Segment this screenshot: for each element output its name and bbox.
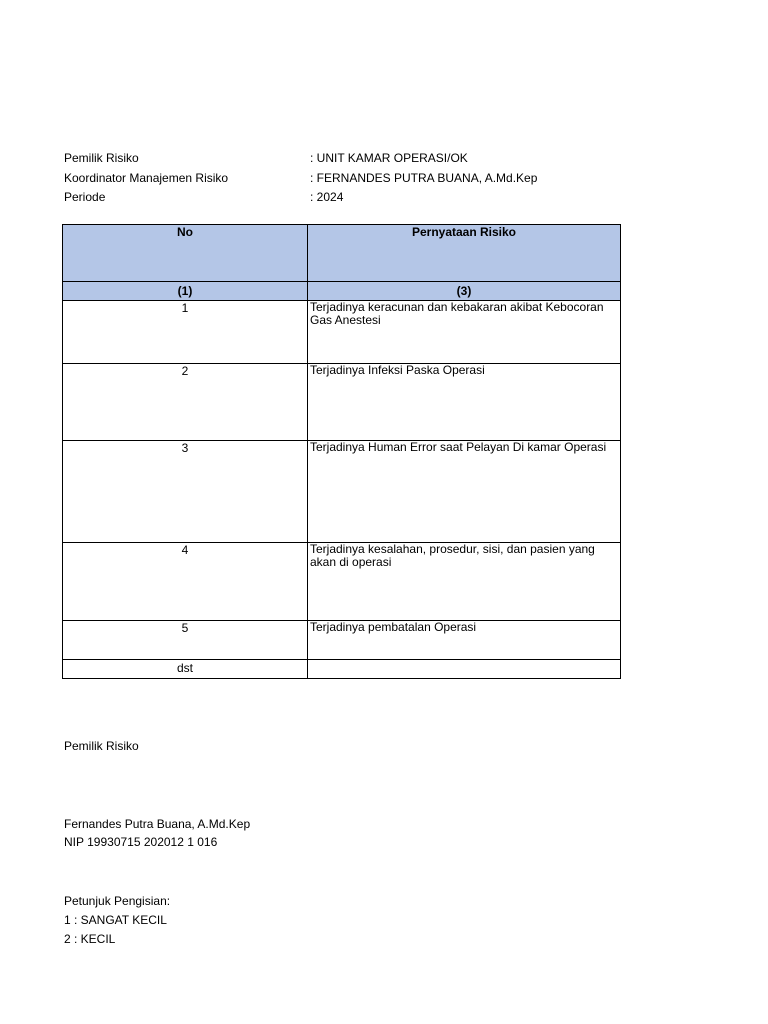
risk-statement: Terjadinya Infeksi Paska Operasi (308, 364, 621, 441)
instruction-item: 1 : SANGAT KECIL (64, 913, 167, 927)
subheader-no: (1) (63, 282, 308, 301)
row-number: dst (63, 660, 308, 679)
period-value: : 2024 (310, 190, 344, 204)
risk-statement: Terjadinya pembatalan Operasi (308, 621, 621, 660)
table-header-row (63, 225, 621, 282)
table-row (63, 543, 621, 621)
row-number: 5 (63, 621, 308, 660)
instructions-title: Petunjuk Pengisian: (64, 894, 171, 908)
risk-statement: Terjadinya Human Error saat Pelayan Di kamar Operasi (308, 441, 621, 543)
row-number: 4 (63, 543, 308, 621)
table-row (63, 364, 621, 441)
coordinator-row (64, 169, 537, 189)
risk-table (62, 224, 621, 679)
table-row (63, 621, 621, 660)
risk-statement (308, 660, 621, 679)
row-number: 1 (63, 301, 308, 364)
table-row (63, 301, 621, 364)
risk-statement: Terjadinya keracunan dan kebakaran akibat Kebocoran Gas Anestesi (308, 301, 621, 364)
instruction-item: 2 : KECIL (64, 932, 116, 946)
subheader-statement: (3) (308, 282, 621, 301)
coordinator-value: : FERNANDES PUTRA BUANA, A.Md.Kep (310, 170, 538, 185)
header-no: No (63, 225, 308, 282)
owner-value: : UNIT KAMAR OPERASI/OK (310, 151, 468, 165)
table-subheader-row (63, 282, 621, 301)
row-number: 3 (63, 441, 308, 543)
row-number: 2 (63, 364, 308, 441)
signature-nip: NIP 19930715 202012 1 016 (64, 835, 218, 849)
risk-metadata (64, 149, 537, 208)
signature-name: Fernandes Putra Buana, A.Md.Kep (64, 817, 251, 831)
period-label: Periode (64, 190, 106, 204)
coordinator-label: Koordinator Manajemen Risiko (64, 170, 229, 185)
period-row (64, 188, 537, 208)
owner-label: Pemilik Risiko (64, 151, 139, 165)
table-row (63, 441, 621, 543)
signature-title: Pemilik Risiko (64, 739, 139, 753)
owner-row (64, 149, 537, 169)
risk-statement: Terjadinya kesalahan, prosedur, sisi, dan pasien yang akan di operasi (308, 543, 621, 621)
table-row (63, 660, 621, 679)
header-statement: Pernyataan Risiko (308, 225, 621, 282)
